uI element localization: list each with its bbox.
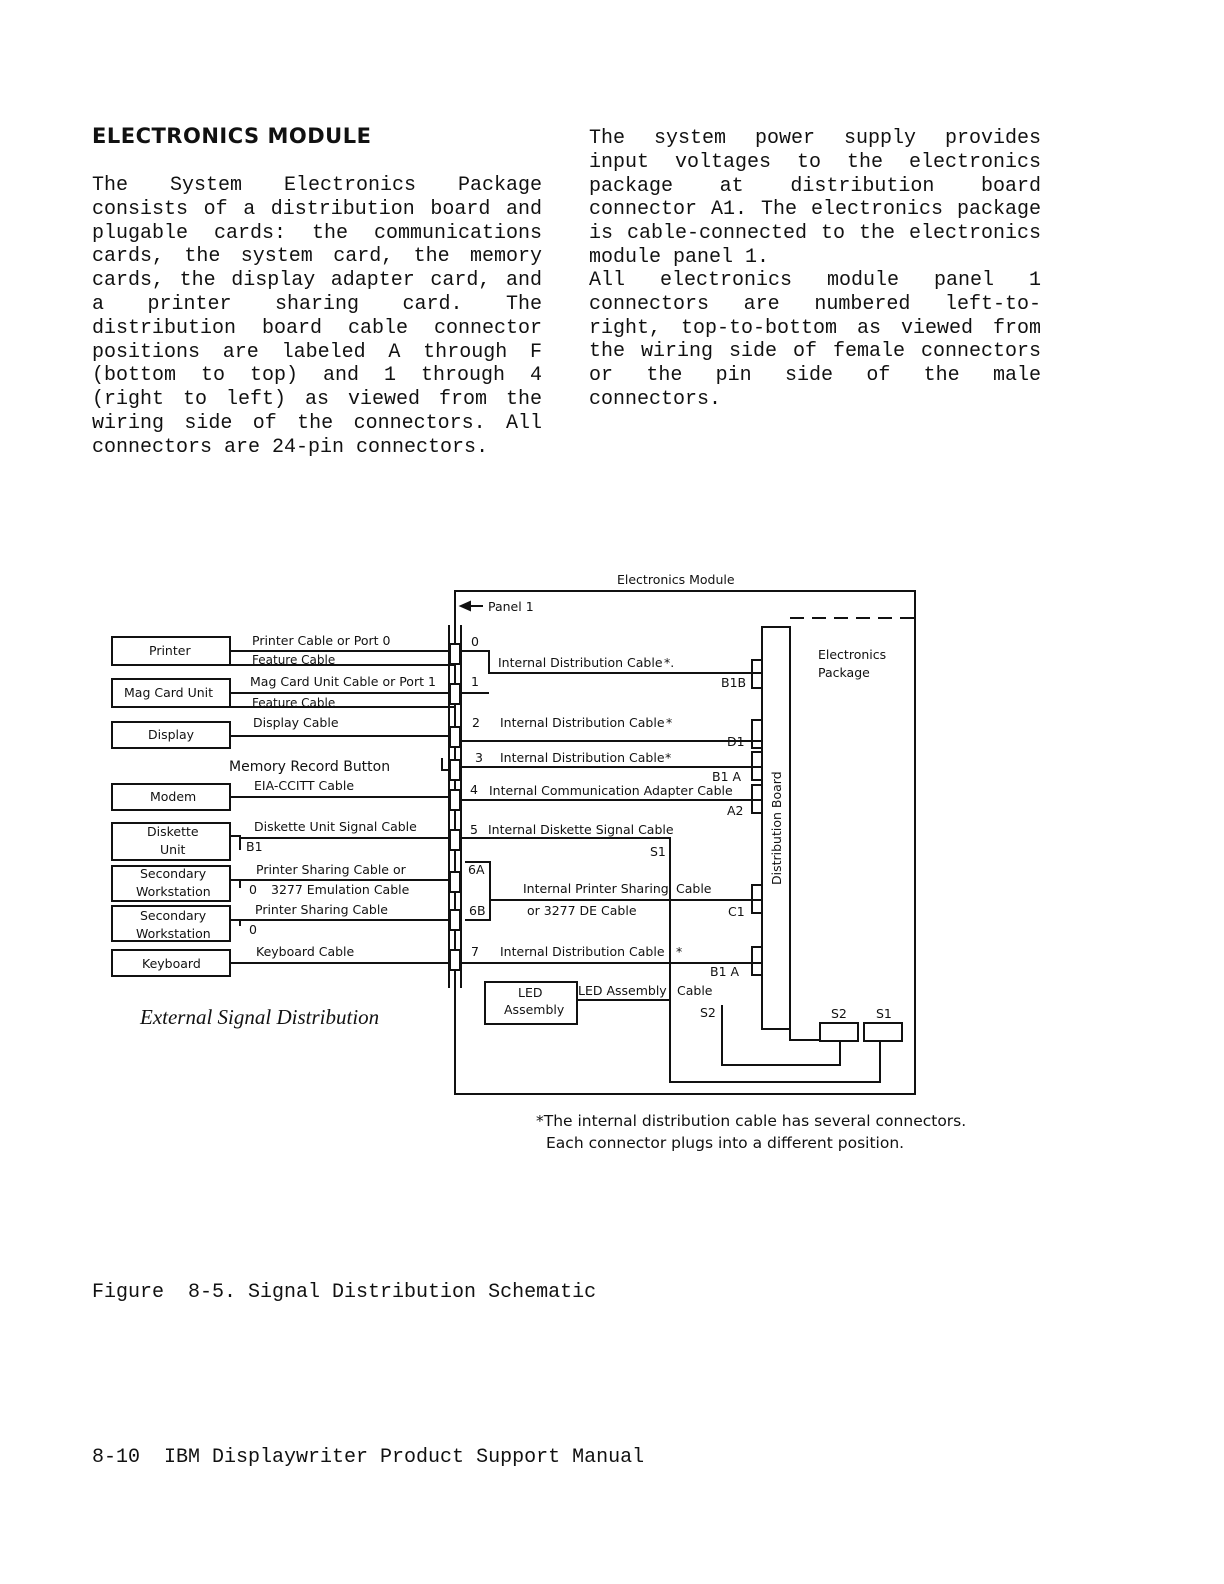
footnote <box>536 1110 966 1154</box>
board-connector-label: S2 <box>831 1006 847 1021</box>
external-cable-label: Printer Sharing Cable <box>255 902 389 917</box>
external-cable-label: Printer Sharing Cable or <box>256 862 406 877</box>
asterisk-note: * <box>665 750 672 765</box>
internal-cable-label: Internal Distribution Cable <box>498 655 663 670</box>
internal-cable-label: Internal Distribution Cable <box>500 944 665 959</box>
signal-distribution-diagram <box>0 560 1224 1105</box>
panel-label: Panel 1 <box>488 599 534 614</box>
board-connector-label: S2 <box>700 1005 716 1020</box>
external-cable-label: Mag Card Unit Cable or Port 1 <box>250 674 436 689</box>
board-connector-label: D1 <box>727 734 745 749</box>
electronics-module-label: Electronics Module <box>617 572 735 587</box>
board-connector-label: C1 <box>728 904 745 919</box>
panel-port-label: 3 <box>475 750 483 765</box>
internal-cable-label: Internal Distribution Cable <box>500 750 665 765</box>
memory-record-button-label: Memory Record Button <box>229 759 391 775</box>
external-connector-label: B1 <box>246 839 263 854</box>
external-cable-label: Feature Cable <box>252 653 336 667</box>
internal-cable-label: Internal Printer Sharing <box>523 881 669 896</box>
board-connector-label: S1 <box>876 1006 892 1021</box>
device-printer: Printer <box>149 643 191 658</box>
board-connector-label: B1 A <box>710 964 740 979</box>
panel-port-label: 7 <box>471 944 479 959</box>
external-cable-label: Keyboard Cable <box>256 944 355 959</box>
board-connector-label: B1B <box>721 675 747 690</box>
external-connector-label: 0 <box>249 882 257 897</box>
device-display: Display <box>148 727 195 742</box>
device-mag-card-unit: Mag Card Unit <box>124 685 214 700</box>
external-cable-label: Diskette Unit Signal Cable <box>254 819 417 834</box>
external-signal-distribution-title: External Signal Distribution <box>140 1005 380 1029</box>
board-connector-label: B1 A <box>712 769 742 784</box>
panel-port-label: 1 <box>471 674 479 689</box>
footnote-line-1: *The internal distribution cable has several connectors. <box>536 1112 967 1130</box>
device-secondary-2: Secondary <box>140 908 207 923</box>
external-cable-label: Printer Cable or Port 0 <box>252 633 391 648</box>
panel-port-label: 6A <box>468 862 485 877</box>
device-diskette: Diskette <box>147 824 199 839</box>
distribution-board-label: Distribution Board <box>769 771 784 885</box>
external-connector-label: 0 <box>249 922 257 937</box>
panel-port-label: 2 <box>472 715 480 730</box>
figure-caption: Figure 8-5. Signal Distribution Schematic <box>92 1281 597 1304</box>
internal-cable-label: Internal Communication Adapter Cable <box>489 783 733 798</box>
asterisk-note: * <box>666 715 673 730</box>
panel-port-label: 5 <box>470 822 478 837</box>
left-paragraph: The System Electronics Package consists of a distribution board and plugable cards: the communications cards, the system card, the memory cards, the display adapter card, and a printer sharing card. The distribution board cable connector positions are labeled A through F (bottom to top) and 1 through 4 (right to left) as viewed from the wiring side of the connectors. All connectors are 24-pin connectors. <box>92 174 542 459</box>
external-cable-label: Feature Cable <box>252 696 336 710</box>
page-footer: 8-10 IBM Displaywriter Product Support Manual <box>92 1446 645 1469</box>
led-assembly-label: Assembly <box>504 1002 565 1017</box>
device-secondary-1: Secondary <box>140 866 207 881</box>
device-workstation-2: Workstation <box>136 926 211 941</box>
board-connector-label: S1 <box>650 844 666 859</box>
device-keyboard: Keyboard <box>142 956 201 971</box>
led-cable-label: LED Assembly <box>578 983 667 998</box>
internal-cable-label: Internal Diskette Signal Cable <box>488 822 674 837</box>
device-workstation-1: Workstation <box>136 884 211 899</box>
led-cable-label: Cable <box>677 983 713 998</box>
panel-port-label: 0 <box>471 634 479 649</box>
right-paragraph-power: The system power supply provides input voltages to the electronics package at distribution board connector A1. The electronics package is cable-connected to the electronics module panel 1. <box>589 127 1041 269</box>
external-cable-label: 3277 Emulation Cable <box>271 882 410 897</box>
external-cable-label: Display Cable <box>253 715 339 730</box>
footnote-line-2: Each connector plugs into a different position. <box>546 1134 905 1152</box>
panel-port-label: 6B <box>469 903 486 918</box>
section-heading: ELECTRONICS MODULE <box>92 124 372 148</box>
device-unit: Unit <box>160 842 186 857</box>
external-cable-label: EIA-CCITT Cable <box>254 778 355 793</box>
asterisk-note: *. <box>664 655 675 670</box>
board-connector-label: A2 <box>727 803 744 818</box>
led-label: LED <box>518 985 543 1000</box>
internal-cable-label: Cable <box>676 881 712 896</box>
right-paragraph-connectors: All electronics module panel 1 connectors are numbered left-to- right, top-to-bottom as viewed from the wiring side of female connectors or the pin side of the male connectors. <box>589 269 1041 411</box>
internal-cable-label: Internal Distribution Cable <box>500 715 665 730</box>
asterisk-note: * <box>676 944 683 959</box>
electronics-package-label-2: Package <box>818 665 870 680</box>
panel-port-label: 4 <box>470 782 478 797</box>
internal-cable-label: or 3277 DE Cable <box>527 903 637 918</box>
electronics-package-label-1: Electronics <box>818 647 887 662</box>
device-modem: Modem <box>150 789 197 804</box>
